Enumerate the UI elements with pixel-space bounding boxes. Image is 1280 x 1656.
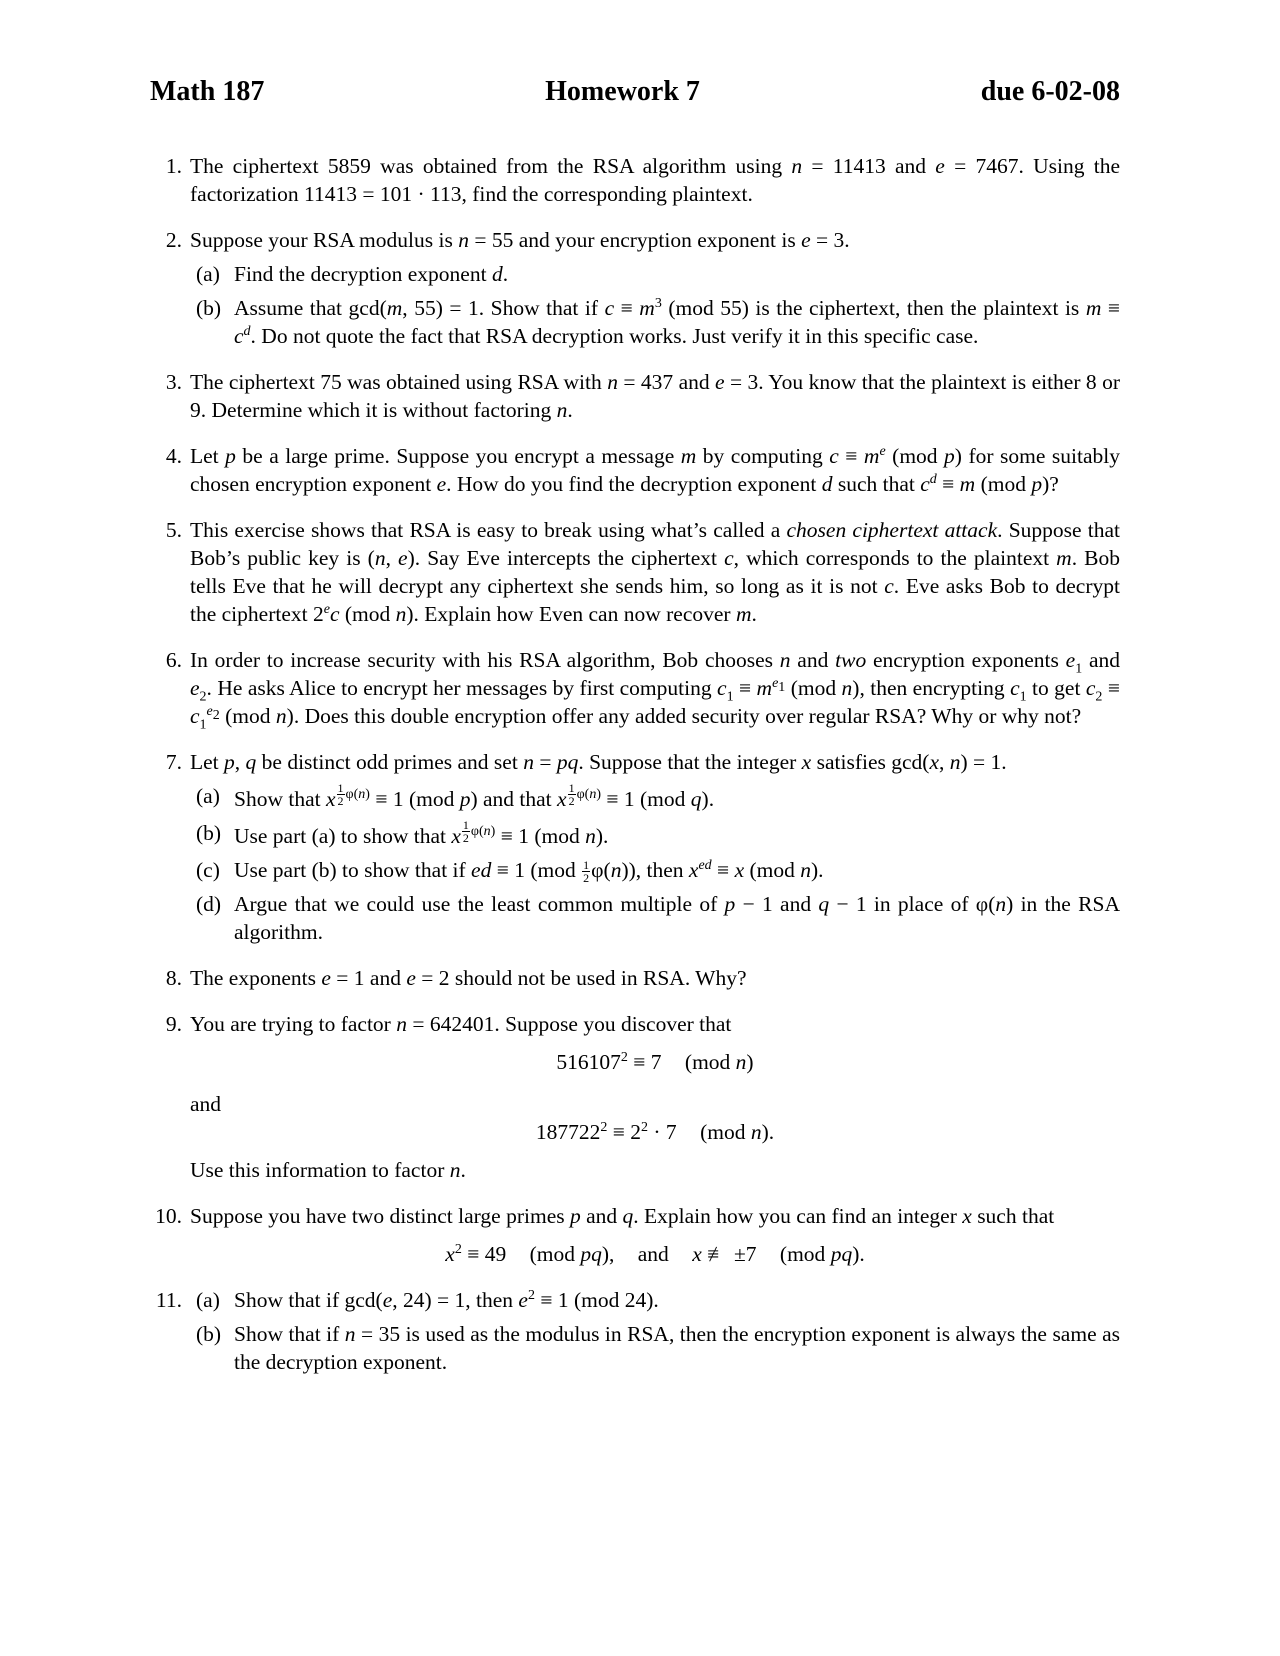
problem-1: 1. The ciphertext 5859 was obtained from the RSA algorithm using n = 11413 and e = 7467. Using the factorization 11413 = 101 · 113, find the corresponding plaintext. [150,152,1120,208]
closing-text: Use this information to factor [190,1158,445,1183]
problem-11 [150,1286,1120,1376]
problem-9: 9. You are trying to factor n = 642401. Suppose you discover that $516107^2 \equiv 7$ (mod n) and $187722^2 \equiv 2^2 \cdot 7$ (mod n). Use this information to factor n. [150,1010,1120,1184]
problem-number: 8. [165,966,182,991]
problem-7d: (d) Argue that we could use the least common multiple of p − 1 and q − 1 in place of φ(n) in the RSA algorithm. [196,892,1120,945]
problem-number: 2. [165,228,182,252]
problem-number: 10. [155,1204,182,1229]
problem-number: 6. [165,648,182,672]
due-date: due 6-02-08 [980,76,1120,107]
problem-2: 2. Suppose your RSA modulus is n = 55 and your encryption exponent is e = 3. (a) Find the decryption exponent d. (b) Assume that gcd(m, 55) = 1. Show that if $c \equiv m^3$ (mod 55) is the ciphertext, then the plaintext is $m \equiv c^d$. Do not quote the fact that RSA decryption works. Just verify it in this specific case. [150,226,1120,350]
page-header [150,78,1120,118]
problem-11a: (a) Show that if gcd(e, 24) = 1, then $e^2 \equiv 1$ (mod 24). [196,1288,659,1313]
problem-number: 7. [165,750,182,774]
problem-5: 5. This exercise shows that RSA is easy to break using what’s called a chosen ciphertext attack. Suppose that Bob’s public key is (n, e). Say Eve intercepts the ciphertext c, which corresponds to the plaintext m. Bob tells Eve that he will decrypt any ciphertext she sends him, so long as it is not c. Eve asks Bob to decrypt the ciphertext 2ec (mod n). Explain how Even can now recover m. [150,516,1120,628]
problem-number: 5. [165,518,182,542]
problem-7: 7. Let p, q be distinct odd primes and set n = pq. Suppose that the integer x satisfies gcd(x, n) = 1. (a) Show that x $^{\frac{1}{2} \varphi(n)}$ ≡ 1 (mod p) and that x $^{\frac{1}{2} \varphi(n)}$ ≡ 1 (mod q). (b) Use part (a) to show that x $^{\frac{1}{2} \varphi(n)}$ ≡ 1 (mod n). (c) Use part (b) to show that if ed ≡ 1 (mod $\frac{1}{2}$ φ(n)), then $x^{ed} \equiv x$ (mod n). (d) Argue that we could use the least common multiple of p − 1 and q − 1 in place of φ(n) in the RSA algorithm. [150,748,1120,946]
problem-4: 4. Let p be a large prime. Suppose you encrypt a message m by computing $c \equiv m^e$ (mod p) for some suitably chosen encryption exponent e. How do you find the decryption exponent d such that $c^d \equiv m$ (mod p)? [150,442,1120,498]
equation-2: $187722^2 \equiv 2^2 \cdot 7$ (mod n). [535,1120,775,1145]
equation-3: $x^2 \equiv 49$ (mod pq), and x ≢ ±7 (mod pq). [445,1242,865,1267]
problem-11b: (b) Show that if n = 35 is used as the modulus in RSA, then the encryption exponent is always the same as the decryption exponent. [196,1322,1121,1375]
part-label: (d) [196,892,222,917]
assignment-title: Homework 7 [545,76,700,107]
problem-7b: (b) Use part (a) to show that x $^{\frac{1}{2} \varphi(n)}$ ≡ 1 (mod n). [196,817,609,848]
problem-number: 11. [155,1288,182,1313]
problem-number: 3. [165,370,182,394]
part-label: (b) [196,1322,222,1347]
problem-9-closing: Use this information to factor n. [190,1158,466,1183]
problem-number: 9. [165,1012,182,1037]
problem-7c: (c) Use part (b) to show that if ed ≡ 1 (mod $\frac{1}{2}$ φ(n)), then $x^{ed} \equiv x$ (mod n). [196,857,824,886]
problem-2a: (a) Find the decryption exponent d. [196,262,509,286]
problem-number: 4. [165,444,182,468]
problem-6: 6. In order to increase security with his RSA algorithm, Bob chooses n and two encryption exponents $e_1$ and $e_2$. He asks Alice to encrypt her messages by first computing $c_1 \equiv m^{e_1}$ (mod n), then encrypting $c_1$ to get $c_2 \equiv c_1^{e_2}$ (mod n). Does this double encryption offer any added security over regular RSA? Why or why not? [150,646,1120,730]
problem-8: 8. The exponents e = 1 and e = 2 should not be used in RSA. Why? [150,964,1120,992]
part-label: (a) [196,262,220,286]
course-name: Math 187 [150,76,265,107]
problem-number: 1. [165,154,182,178]
problem-7a: (a) Show that x $^{\frac{1}{2} \varphi(n)}$ ≡ 1 (mod p) and that x $^{\frac{1}{2} \varphi(n)}$ ≡ 1 (mod q). [196,781,715,811]
part-label: (b) [196,296,222,320]
problem-10: 10. Suppose you have two distinct large primes p and q. Explain how you can find an integer x such that $x^2 \equiv 49$ (mod pq), and x ≢ ±7 (mod pq). [150,1202,1120,1268]
homework-page [150,78,1120,1394]
and-word: and [190,1092,222,1117]
problem-2b: (b) Assume that gcd(m, 55) = 1. Show that if $c \equiv m^3$ (mod 55) is the ciphertext, then the plaintext is $m \equiv c^d$. Do not quote the fact that RSA decryption works. Just verify it in this specific case. [196,295,1120,348]
part-label: (a) [196,1288,220,1313]
equation-1: $516107^2 \equiv 7$ (mod n) [556,1050,754,1075]
part-label: (a) [196,784,220,808]
part-label: (b) [196,820,222,845]
problem-list [150,152,1120,1376]
problem-3: 3. The ciphertext 75 was obtained using RSA with n = 437 and e = 3. You know that the plaintext is either 8 or 9. Determine which it is without factoring n. [150,368,1120,424]
part-label: (c) [196,857,220,882]
